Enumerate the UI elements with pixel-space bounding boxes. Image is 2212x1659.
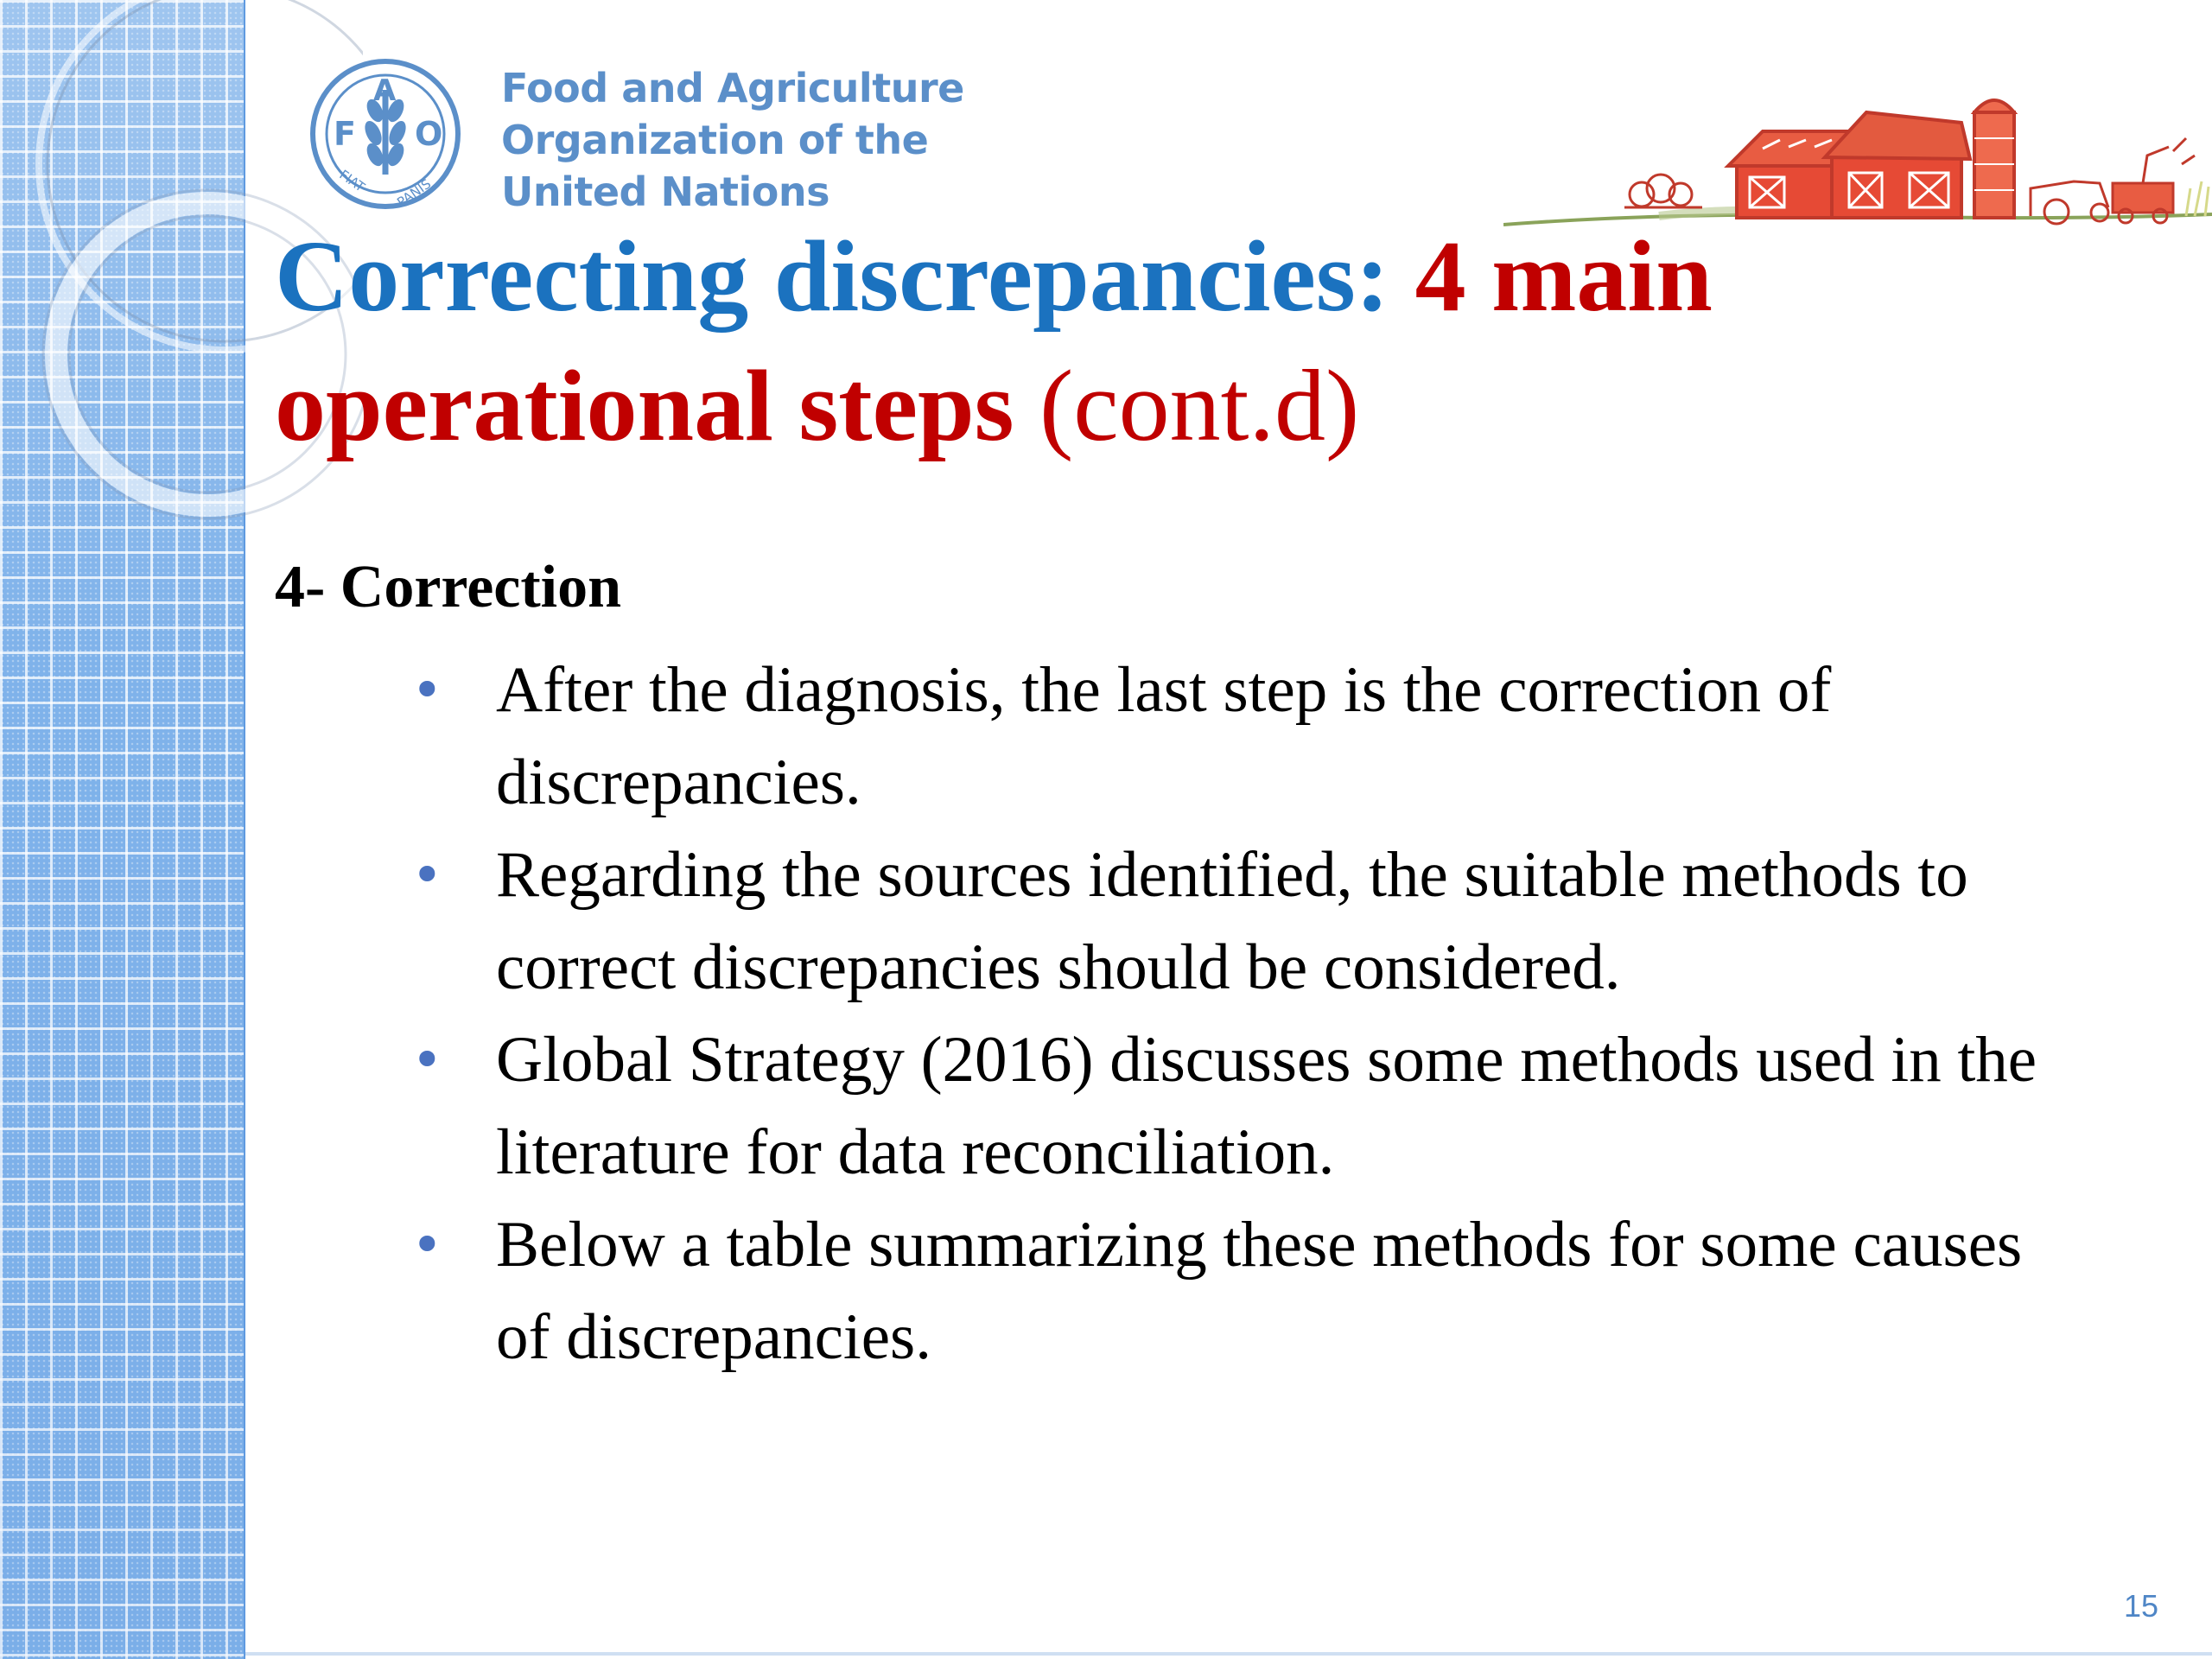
list-item: [406, 644, 2091, 829]
bullet-icon: •: [411, 1213, 443, 1276]
section-subheading: 4- Correction: [275, 554, 622, 620]
list-item-text: After the diagnosis, the last step is the correction of discrepancies.: [496, 654, 1832, 818]
list-item-text: Below a table summarizing these methods for some causes of discrepancies.: [496, 1209, 2023, 1373]
bullet-icon: •: [411, 843, 443, 906]
bullet-icon: •: [411, 658, 443, 721]
bottom-divider: [245, 1652, 2212, 1656]
title-part-blue: Correcting discrepancies:: [275, 219, 1415, 333]
emblem-motto-left: FIAT: [336, 166, 368, 195]
organization-name-line1: Food and Agriculture: [501, 65, 964, 111]
list-item-text: Regarding the sources identified, the suitable methods to correct discrepancies should be considered.: [496, 839, 1968, 1003]
emblem-motto-right: PANIS: [394, 175, 435, 211]
organization-name-line2: Organization of the: [501, 117, 929, 163]
title-part-red: 4 main operational steps: [275, 219, 1713, 462]
page-number: 15: [2124, 1588, 2159, 1624]
list-item: [406, 1014, 2091, 1198]
organization-name: [501, 62, 964, 218]
title-part-cont: (cont.d): [1014, 349, 1360, 462]
list-item: [406, 829, 2091, 1014]
bullet-list: [406, 644, 2091, 1383]
list-item: [406, 1198, 2091, 1383]
organization-name-line3: United Nations: [501, 168, 830, 215]
emblem-letter-f: F: [334, 115, 356, 153]
emblem-letter-a: A: [373, 73, 397, 108]
bullet-icon: •: [411, 1028, 443, 1091]
emblem-letter-o: O: [415, 115, 443, 153]
list-item-text: Global Strategy (2016) discusses some methods used in the literature for data reconciliation.: [496, 1024, 2037, 1188]
slide-title: [275, 212, 2158, 471]
fao-emblem-icon: [308, 54, 463, 214]
